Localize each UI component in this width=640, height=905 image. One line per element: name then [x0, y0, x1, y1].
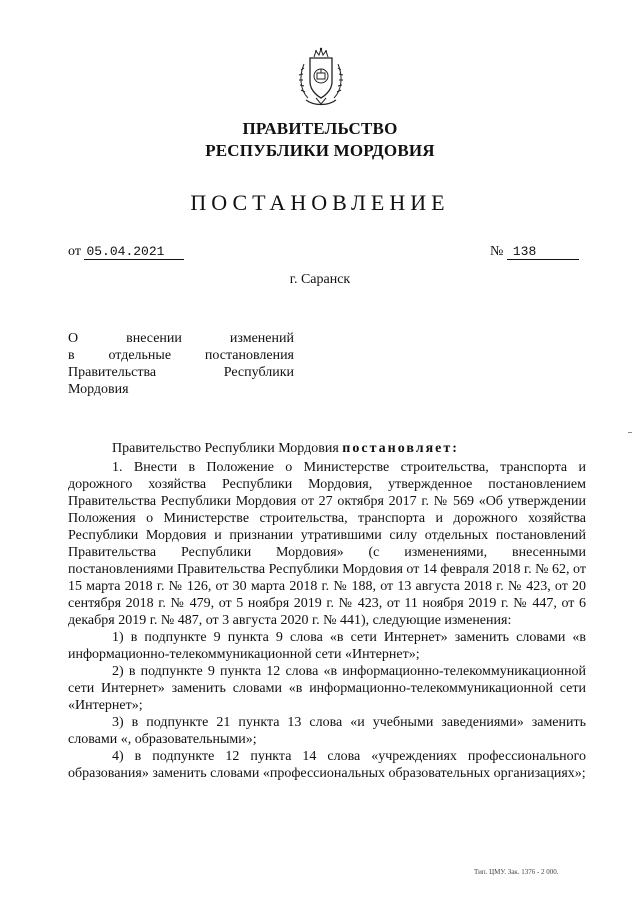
scan-speck	[628, 432, 632, 433]
subject-line: Мордовия	[68, 382, 129, 397]
document-subject	[68, 330, 294, 398]
body-paragraph: 1. Внести в Положение о Министерстве строительства, транспорта и дорожного хозяйства Республики Мордовия, утвержденное постановлением Правительства Республики Мордовия от 27 октября 2017 г. № 569 «Об утверждении Положения о Министерстве строительства, транспорта и дорожного хозяйства Республики Мордовия и признании утратившими силу отдельных постановлений Правительства Республики Мордовия» (с изменениями, внесенными постановлениями Правительства Республики Мордовия от 14 февраля 2018 г. № 62, от 15 марта 2018 г. № 126, от 30 марта 2018 г. № 188, от 13 августа 2018 г. № 423, от 20 сентября 2018 г. № 479, от 5 ноября 2019 г. № 423, от 11 ноября 2019 г. № 447, от 6 декабря 2019 г. № 487, от 3 августа 2020 г. № 441), следующие изменения:	[68, 460, 586, 628]
city: г. Саранск	[289, 272, 351, 287]
date-value: 05.04.2021	[84, 244, 184, 260]
number-value: 138	[507, 244, 579, 260]
decree-word: постановляет:	[342, 441, 459, 456]
number-row	[490, 244, 579, 260]
subject-line: в отдельные постановления	[68, 348, 294, 363]
decree-intro	[68, 440, 586, 457]
coat-of-arms-icon	[296, 46, 346, 108]
body-paragraph: 2) в подпункте 9 пункта 12 слова «в информационно-телекоммуникационной сети Интернет» заменить словами «в информационно-телекоммуникационной сети «Интернет»;	[68, 664, 586, 713]
body-paragraph: 1) в подпункте 9 пункта 9 слова «в сети Интернет» заменить словами «в информационно-телекоммуникационной сети «Интернет»;	[68, 630, 586, 662]
body-paragraph: 3) в подпункте 21 пункта 13 слова «и учебными заведениями» заменить словами «, образовательными»;	[68, 715, 586, 747]
date-prefix: от	[68, 244, 81, 259]
print-mark: Тип. ЦМУ. Зак. 1376 - 2 000.	[474, 868, 559, 876]
document-type-title: ПОСТАНОВЛЕНИЕ	[190, 190, 450, 215]
document-body	[68, 440, 586, 782]
organization-name-line1: ПРАВИТЕЛЬСТВО	[242, 119, 398, 138]
number-prefix: №	[490, 244, 504, 259]
decree-intro-text: Правительство Республики Мордовия	[112, 441, 339, 456]
subject-line: Правительства Республики	[68, 365, 294, 380]
body-paragraph: 4) в подпункте 12 пункта 14 слова «учреждениях профессионального образования» заменить словами «профессиональных образовательных организациях»;	[68, 749, 586, 781]
subject-line: О внесении изменений	[68, 331, 294, 346]
date-row	[68, 244, 184, 260]
organization-name-line2: РЕСПУБЛИКИ МОРДОВИЯ	[205, 141, 435, 160]
